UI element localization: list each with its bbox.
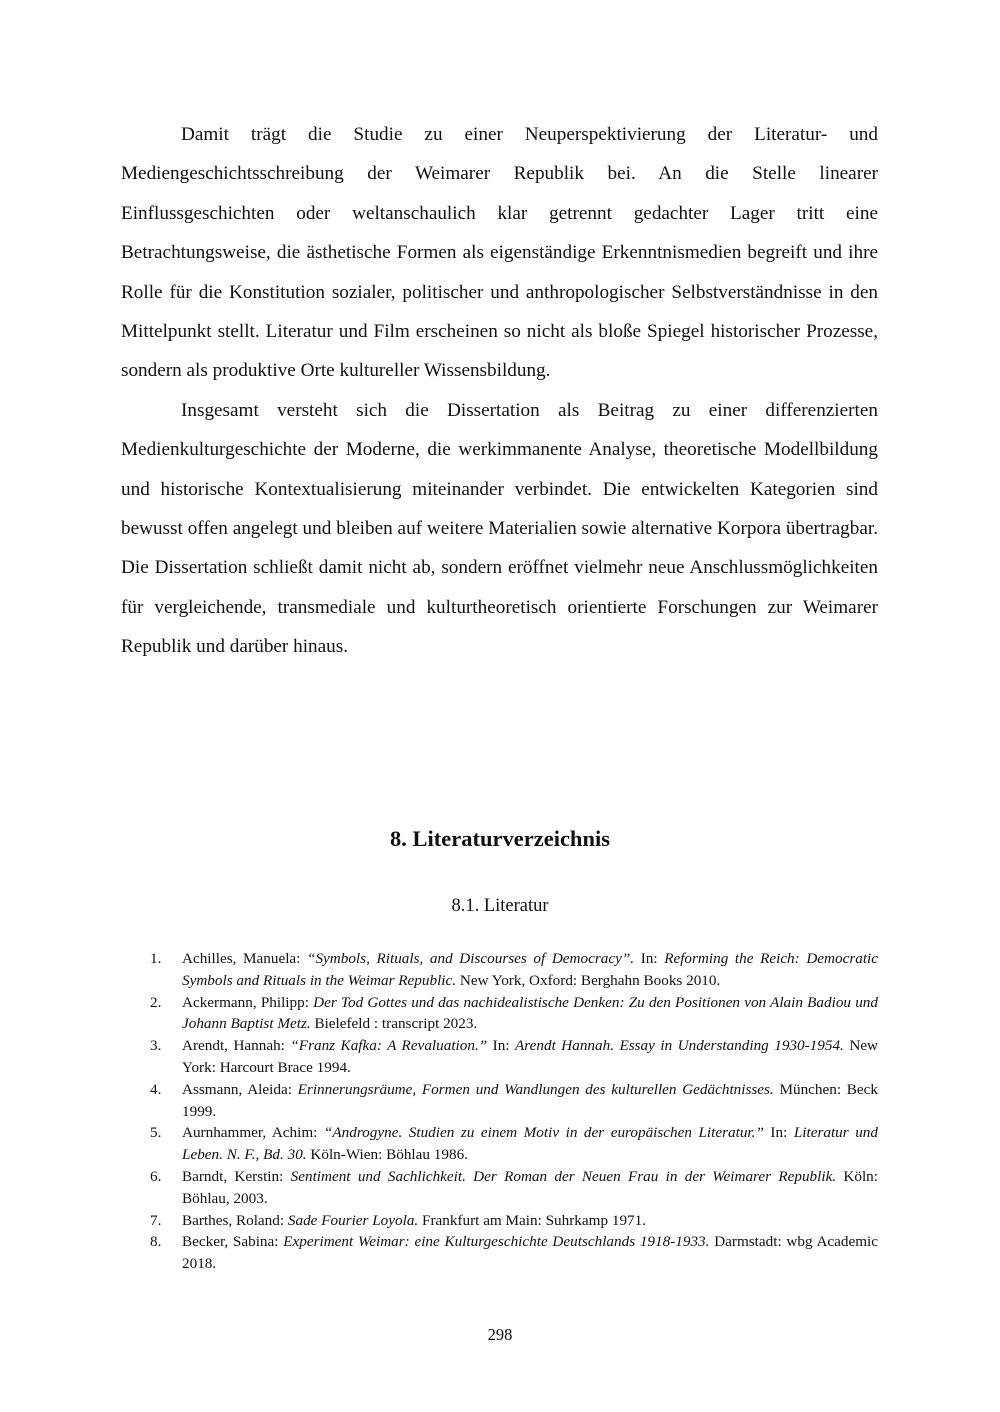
reference-number: 3. [150,1037,162,1055]
reference-title: Sade Fourier Loyola. [287,1211,419,1229]
reference-author: Ackermann, Philipp: [182,993,314,1011]
reference-item [150,1210,878,1232]
reference-author: Barthes, Roland: [182,1211,288,1229]
reference-in: In: [763,1124,794,1142]
reference-source: Arendt Hannah. Essay in Understanding 1930-1954. [515,1037,844,1055]
reference-title: Sentiment und Sachlichkeit. Der Roman der Neuen Frau in der Weimarer Republik. [290,1167,837,1185]
reference-item [150,1035,878,1079]
reference-author: Becker, Sabina: [182,1233,284,1251]
reference-publisher: Köln: Böhlau, 2003. [182,1167,878,1207]
reference-in: In: [487,1037,516,1055]
reference-publisher: Bielefeld : transcript 2023. [310,1015,478,1033]
reference-source: Reforming the Reich: Democratic Symbols and Rituals in the Weimar Republic. [182,950,879,989]
subsection-heading: 8.1. Literatur [451,896,549,916]
reference-number: 5. [150,1124,162,1142]
reference-title: “Symbols, Rituals, and Discourses of Democracy”. [307,950,635,967]
reference-item [150,948,878,992]
reference-item [150,1231,878,1275]
reference-publisher: Frankfurt am Main: Suhrkamp 1971. [418,1211,647,1229]
reference-source: Literatur und Leben. N. F., Bd. 30. [182,1124,878,1164]
reference-item [150,992,878,1036]
reference-number: 1. [150,950,162,967]
reference-author: Arendt, Hannah: [182,1037,291,1055]
paragraph: Damit trägt die Studie zu einer Neuperspektivierung der Literatur- und Mediengeschichtsschreibung der Weimarer Republik bei. An die Stelle linearer Einflussgeschichten oder weltanschaulich klar getrennt gedachter Lager tritt eine Betrachtungsweise, die ästhetische Formen als eigenständige Erkenntnismedien begreift und ihre Rolle für die Konstitution sozialer, politischer und anthropologischer Selbstverständnisse in den Mittelpunkt stellt. Literatur und Film erscheinen so nicht als bloße Spiegel historischer Prozesse, sondern als produktive Orte kultureller Wissensbildung. [121,124,878,382]
reference-list [150,948,878,1275]
reference-title: Experiment Weimar: eine Kulturgeschichte Deutschlands 1918-1933. [283,1233,710,1251]
reference-title: Erinnerungsräume, Formen und Wandlungen des kulturellen Gedächtnisses. [297,1080,774,1098]
reference-author: Barndt, Kerstin: [182,1167,291,1185]
reference-number: 2. [150,993,162,1011]
page-number: 298 [487,1325,513,1344]
reference-title: Der Tod Gottes und das nachidealistische Denken: Zu den Positionen von Alain Badiou und Johann Baptist Metz. [182,993,878,1033]
reference-publisher: New York: Harcourt Brace 1994. [182,1037,878,1076]
reference-author: Aurnhammer, Achim: [182,1124,324,1142]
reference-number: 7. [150,1211,162,1229]
section-heading: 8. Literaturverzeichnis [390,826,610,851]
paragraph: Insgesamt versteht sich die Dissertation als Beitrag zu einer differenzierten Medienkulturgeschichte der Moderne, die werkimmanente Analyse, theoretische Modellbildung und historische Kontextualisierung miteinander verbindet. Die entwickelten Kategorien sind bewusst offen angelegt und bleiben auf weitere Materialien sowie alternative Korpora übertragbar. Die Dissertation schließt damit nicht ab, sondern eröffnet vielmehr neue Anschlussmöglichkeiten für vergleichende, transmediale und kulturtheoretisch orientierte Forschungen zur Weimarer Republik und darüber hinaus. [121,399,878,658]
reference-number: 4. [150,1080,162,1098]
reference-item [150,1166,878,1210]
reference-publisher: Köln-Wien: Böhlau 1986. [306,1146,468,1164]
reference-author: Assmann, Aleida: [182,1080,298,1098]
body-text [121,115,878,667]
reference-number: 8. [150,1233,162,1251]
reference-publisher: München: Beck 1999. [182,1080,878,1120]
reference-title: “Franz Kafka: A Revaluation.” [290,1037,488,1055]
reference-publisher: New York, Oxford: Berghahn Books 2010. [456,971,721,989]
reference-publisher: Darmstadt: wbg Academic 2018. [182,1233,879,1273]
reference-number: 6. [150,1167,162,1185]
reference-author: Achilles, Manuela: [182,950,307,967]
reference-in: In: [634,950,665,967]
reference-title: “Androgyne. Studien zu einem Motiv in der europäischen Literatur.” [323,1124,764,1142]
reference-item [150,1122,878,1166]
reference-item [150,1079,878,1123]
